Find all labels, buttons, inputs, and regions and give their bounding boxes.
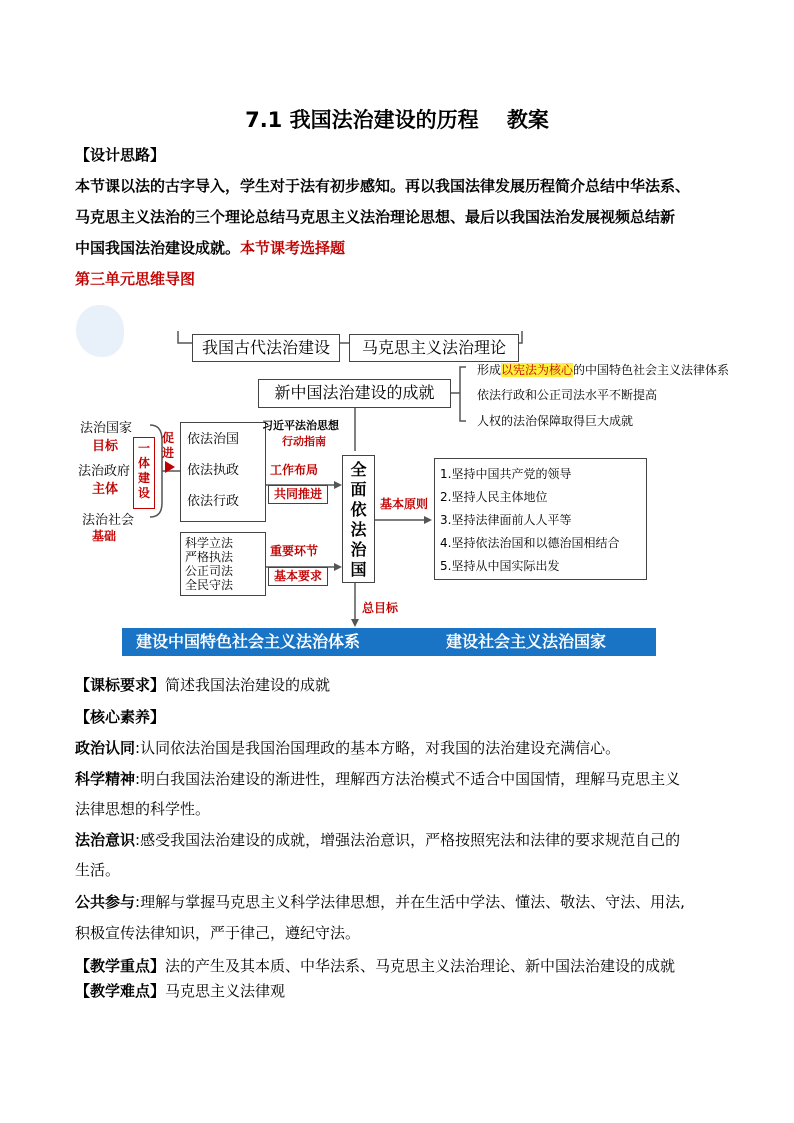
mindmap-title: 第三单元思维导图 — [75, 270, 196, 288]
core-item-4-text-2: 积极宣传法律知识，严于律己，遵纪守法。 — [75, 924, 361, 942]
core-item-1-text: 认同依法治国是我国治国理政的基本方略，对我国的法治建设充满信心。 — [140, 739, 621, 757]
core-item-2-text-2: 法律思想的科学性。 — [75, 800, 211, 818]
xi-thought: 习近平法治思想 — [262, 419, 339, 432]
left-item-2-label: 法治政府 — [78, 464, 131, 479]
key-point-line — [75, 957, 675, 975]
key-point-heading: 【教学重点】 — [75, 957, 166, 975]
core-item-3-label: 法治意识 — [75, 831, 136, 849]
work-layout-label: 工作布局 — [270, 463, 319, 477]
promote-label: 促进 — [162, 431, 175, 460]
ancient-law-box: 我国古代法治建设 — [192, 334, 340, 362]
comprehensive-rule-box: 全面依法治国 — [342, 455, 375, 583]
principles-box — [434, 458, 647, 580]
principle-4: 4.坚持依法治国和以德治国相结合 — [440, 536, 620, 550]
law-step-3: 公正司法 — [185, 564, 234, 578]
achievement-1-suffix: 的中国特色社会主义法律体系 — [573, 363, 730, 377]
principles-label: 基本原则 — [380, 497, 429, 511]
key-point-text: 法的产生及其本质、中华法系、马克思主义法治理论、新中国法治建设的成就 — [165, 957, 676, 975]
core-item-4: 公共参与:理解与掌握马克思主义科学法律思想，并在生活中学法、懂法、敬法、守法、用法, — [75, 893, 685, 911]
principle-1: 1.坚持中国共产党的领导 — [440, 467, 572, 481]
page-title: 7.1 我国法治建设的历程 教案 — [245, 108, 549, 132]
design-heading: 【设计思路】 — [75, 146, 166, 164]
core-item-2-label: 科学精神 — [75, 770, 136, 788]
left-item-3-label: 法治社会 — [82, 513, 135, 528]
achievement-1-prefix: 形成 — [477, 363, 502, 377]
governance-2: 依法执政 — [187, 463, 240, 478]
achievement-1-highlight: 以宪法为核心 — [501, 363, 574, 377]
key-link-label: 重要环节 — [270, 544, 319, 558]
banner-left: 建设中国特色社会主义法治体系 — [136, 632, 361, 651]
core-item-1-label: 政治认同 — [75, 739, 136, 757]
goal-banner — [122, 628, 656, 656]
integration-box: 一体建设 — [133, 437, 155, 509]
core-item-4-label: 公共参与 — [75, 893, 136, 911]
design-line-3-text: 中国我国法治建设成就。 — [75, 239, 241, 257]
difficulty-text: 马克思主义法律观 — [165, 982, 286, 1000]
design-red-note: 本节课考选择题 — [240, 239, 346, 257]
achievement-3: 人权的法治保障取得巨大成就 — [477, 414, 634, 428]
overall-goal-label: 总目标 — [362, 601, 399, 615]
left-item-2-role: 主体 — [92, 482, 119, 497]
design-line-3 — [75, 239, 345, 257]
curriculum-text: 简述我国法治建设的成就 — [165, 676, 331, 694]
core-item-4-text-1: 理解与掌握马克思主义科学法律思想，并在生活中学法、懂法、敬法、守法、用法, — [140, 893, 685, 911]
difficulty-heading: 【教学难点】 — [75, 982, 166, 1000]
banner-right: 建设社会主义法治国家 — [446, 632, 607, 651]
achievement-2: 依法行政和公正司法水平不断提高 — [477, 388, 658, 402]
left-item-3-role: 基础 — [92, 529, 117, 543]
achievement-1 — [477, 361, 729, 378]
design-line-1: 本节课以法的古字导入，学生对于法有初步感知。再以我国法律发展历程简介总结中华法系、 — [75, 177, 691, 195]
core-item-3-text-2: 生活。 — [75, 861, 121, 879]
xi-role: 行动指南 — [282, 435, 326, 448]
governance-1: 依法治国 — [187, 432, 240, 447]
joint-push-box: 共同推进 — [268, 485, 328, 504]
core-item-3: 法治意识:感受我国法治建设的成就，增强法治意识，严格按照宪法和法律的要求规范自己的 — [75, 831, 681, 849]
core-item-3-text-1: 感受我国法治建设的成就，增强法治意识，严格按照宪法和法律的要求规范自己的 — [140, 831, 681, 849]
curriculum-line — [75, 676, 330, 694]
principle-3: 3.坚持法律面前人人平等 — [440, 513, 572, 527]
law-step-4: 全民守法 — [185, 578, 234, 592]
governance-3: 依法行政 — [187, 494, 240, 509]
curriculum-heading: 【课标要求】 — [75, 676, 166, 694]
law-steps-box — [180, 532, 266, 596]
principle-2: 2.坚持人民主体地位 — [440, 490, 548, 504]
difficulty-line — [75, 982, 285, 1000]
design-line-2: 马克思主义法治的三个理论总结马克思主义法治理论思想、最后以我国法治发展视频总结新 — [75, 208, 676, 226]
left-item-1-role: 目标 — [92, 439, 119, 454]
new-china-achievement-box: 新中国法治建设的成就 — [258, 379, 451, 408]
basic-req-box: 基本要求 — [268, 567, 328, 586]
principle-5: 5.坚持从中国实际出发 — [440, 559, 560, 573]
marxism-law-box: 马克思主义法治理论 — [349, 334, 519, 362]
governance-box — [180, 422, 266, 522]
core-item-1: 政治认同:认同依法治国是我国治国理政的基本方略，对我国的法治建设充满信心。 — [75, 739, 621, 757]
left-item-1-label: 法治国家 — [80, 421, 133, 436]
core-item-2-text-1: 明白我国法治建设的渐进性，理解西方法治模式不适合中国国情，理解马克思主义 — [140, 770, 681, 788]
law-step-1: 科学立法 — [185, 536, 234, 550]
core-heading: 【核心素养】 — [75, 708, 166, 726]
core-item-2: 科学精神:明白我国法治建设的渐进性，理解西方法治模式不适合中国国情，理解马克思主义 — [75, 770, 681, 788]
mind-map — [0, 295, 794, 665]
law-step-2: 严格执法 — [185, 550, 234, 564]
